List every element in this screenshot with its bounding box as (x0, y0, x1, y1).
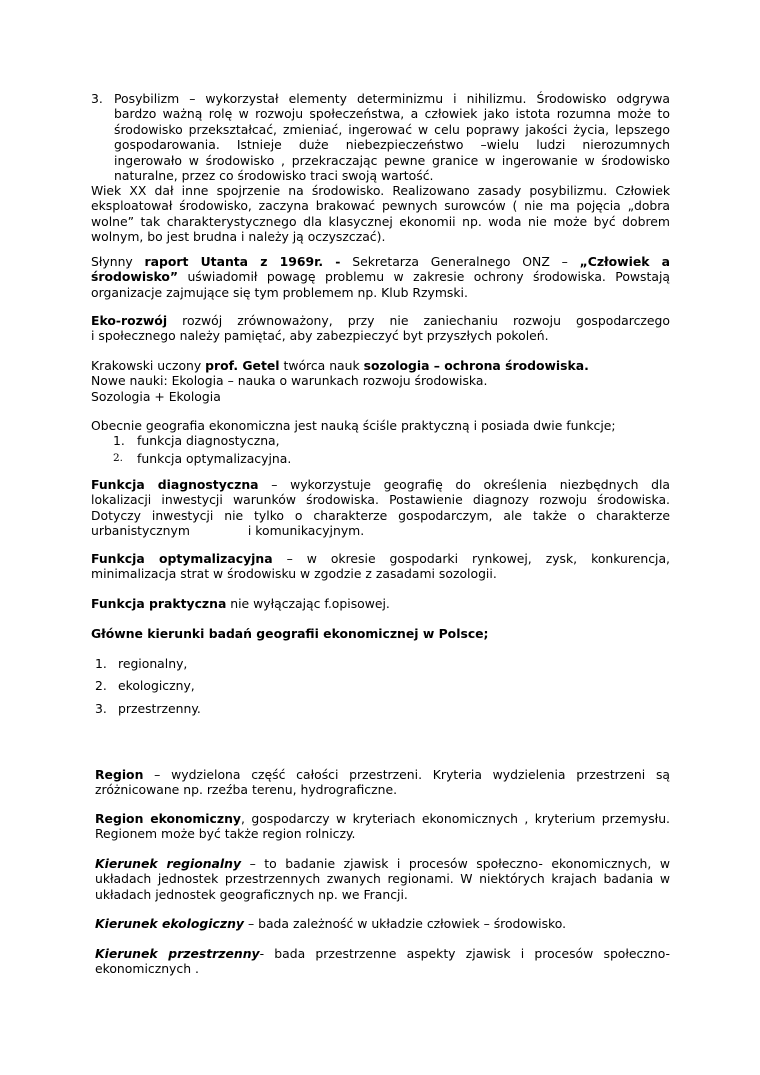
text-run: – wykorzystuje geografię do określenia niezbędnych dla (258, 477, 671, 492)
bold-term: prof. Getel (205, 358, 280, 373)
ekorozwoj-paragraph (91, 313, 670, 344)
text-run: Krakowski uczony (91, 358, 206, 373)
text-line (95, 856, 670, 871)
bold-term: „Człowiek a (579, 254, 671, 269)
list-text: przestrzenny. (118, 700, 201, 716)
text-line (91, 523, 670, 538)
text-run: – wydzielona część całości przestrzeni. Kryteria wydzielenia przestrzeni są (143, 767, 670, 782)
bold-term: sozologia – ochrona środowiska. (363, 358, 589, 373)
wiek-paragraph (91, 183, 670, 245)
posybilizm-item (91, 91, 670, 183)
list-number: 3. (95, 700, 107, 716)
region-ekonomiczny-paragraph (95, 811, 670, 842)
text-line: Regionem może być także region rolniczy. (95, 826, 356, 842)
text-line (91, 254, 670, 269)
text-line (91, 313, 670, 328)
text-run: Sekretarza Generalnego ONZ – (340, 254, 580, 269)
text-line: Nowe nauki: Ekologia – nauka o warunkach rozwoju środowiska. (91, 373, 488, 389)
list-text: funkcja optymalizacyjna. (137, 451, 292, 467)
text-run: – to badanie zjawisk i procesów społeczno- ekonomicznych, w (241, 856, 670, 871)
kierunki-heading: Główne kierunki badań geografii ekonomicznej w Polsce; (91, 626, 489, 641)
diagnostyczna-paragraph (91, 477, 670, 539)
list-number: 1. (95, 656, 107, 671)
text-line: gospodarowania. Istnieje duże niebezpieczeństwo –wielu ludzi nierozumnych (114, 137, 670, 153)
text-line: ekonomicznych . (95, 961, 199, 977)
text-run: twórca nauk (279, 358, 364, 373)
text-run: Słynny (91, 254, 145, 269)
list-item (91, 451, 670, 466)
text-line (91, 269, 670, 284)
list-number: 2. (113, 452, 124, 465)
utant-paragraph (91, 254, 670, 300)
text-line: układach jednostek przestrzennych zwanych regionami. W niektórych krajach badania w (95, 871, 670, 887)
text-run: uświadomił powagę problemu w zakresie ochrony środowiska. Powstają (178, 269, 670, 285)
text-line: naturalne, przez co środowisko traci swoją wartość. (114, 168, 434, 184)
text-line: Posybilizm – wykorzystał elementy determinizmu i nihilizmu. Środowisko odgrywa (114, 91, 670, 106)
list-number: 3. (91, 91, 103, 106)
list-number: 1. (113, 433, 125, 448)
text-line: minimalizacja strat w środowisku w zgodzie z zasadami sozologii. (91, 566, 497, 582)
text-line (91, 477, 670, 492)
text-line: bardzo ważną rolę w rozwoju społeczeństwa, a człowiek jako istota rozumna może to (114, 106, 670, 122)
bold-term: Region (95, 767, 144, 782)
list-number: 2. (95, 678, 107, 694)
list-item (91, 433, 670, 448)
text-line (95, 946, 670, 961)
text-line: organizacje zajmujące się tym problemem np. Klub Rzymski. (91, 284, 468, 300)
kierunek-ekologiczny-paragraph (95, 916, 670, 931)
bold-italic-term: Kierunek przestrzenny (95, 946, 260, 961)
kierunki-list (91, 656, 670, 716)
text-line (91, 551, 670, 566)
bold-term: Funkcja diagnostyczna (91, 477, 259, 492)
text-line: zróżnicowane np. rzeźba terenu, hydrograficzne. (95, 782, 398, 798)
bold-term: Funkcja praktyczna (91, 596, 227, 611)
list-text: regionalny, (118, 656, 188, 671)
praktyczna-paragraph (91, 596, 670, 611)
bold-term: Eko-rozwój (91, 313, 168, 328)
list-text: funkcja diagnostyczna, (137, 433, 280, 448)
text-line: lokalizacji inwestycji warunków środowiska. Postawienie diagnozy rozwoju środowiska. (91, 492, 670, 508)
text-line (95, 767, 670, 782)
text-line: i społecznego należy pamiętać, aby zabezpieczyć byt przyszłych pokoleń. (91, 328, 549, 344)
text-line: Dotyczy inwestycji nie tylko o charakterze gospodarczym, ale także o charakterze (91, 507, 670, 523)
text-line (95, 811, 670, 826)
text-run: – bada zależność w układzie człowiek – środowisko. (244, 916, 567, 931)
text-run: - bada przestrzenne aspekty zjawisk i procesów społeczno- (259, 946, 670, 961)
text-line: wolnym, bo jest brudna i należy ją oczyszczać). (91, 229, 386, 245)
funkcje-intro: Obecnie geografia ekonomiczna jest nauką ściśle praktyczną i posiada dwie funkcje; (91, 418, 616, 433)
kierunek-przestrzenny-paragraph (95, 946, 670, 977)
getel-paragraph (91, 358, 670, 404)
bold-term: raport Utanta z 1969r. - (144, 254, 341, 269)
list-item (91, 678, 670, 693)
text-run: rozwój zrównoważony, przy nie zaniechaniu rozwoju gospodarczego (167, 313, 670, 328)
text-run: nie wyłączając f.opisowej. (226, 596, 390, 611)
list-item (91, 656, 670, 671)
funkcje-list (91, 433, 670, 467)
text-line: wolne” tak charakterystycznego dla klasycznej ekonomii np. woda nie może być dobrem (91, 213, 670, 229)
bold-term: środowisko” (91, 269, 179, 285)
text-line: układach jednostek geograficznych np. we Francji. (95, 886, 408, 902)
text-line: eksploatował środowisko, zaczyna brakować pewnych surowców ( nie ma pojęcia „dobra (91, 198, 670, 214)
text-line: ingerowało w środowisko , przekraczając pewne granice w ingerowanie w środowisko (114, 152, 670, 168)
bold-term: Funkcja optymalizacyjna (91, 551, 273, 566)
text-run: , gospodarczy w kryteriach ekonomicznych , kryterium przemysłu. (240, 811, 670, 826)
text-line (91, 358, 670, 373)
kierunek-regionalny-paragraph (95, 856, 670, 902)
text-run: i komunikacyjnym. (247, 523, 365, 539)
text-line: Wiek XX dał inne spojrzenie na środowisko. Realizowano zasady posybilizmu. Człowiek (91, 183, 670, 198)
region-paragraph (95, 767, 670, 798)
bold-term: Region ekonomiczny (95, 811, 241, 826)
bold-italic-term: Kierunek regionalny (95, 856, 242, 871)
text-run: urbanistycznym (91, 523, 190, 539)
text-line: środowisko przekształcać, zmieniać, ingerować w celu poprawy jakości życia, lepszego (114, 121, 670, 137)
bold-italic-term: Kierunek ekologiczny (95, 916, 245, 931)
optymalizacyjna-paragraph (91, 551, 670, 582)
list-text: ekologiczny, (118, 678, 195, 694)
list-item (91, 701, 670, 716)
text-run: – w okresie gospodarki rynkowej, zysk, konkurencja, (272, 551, 670, 566)
text-line: Sozologia + Ekologia (91, 388, 221, 404)
